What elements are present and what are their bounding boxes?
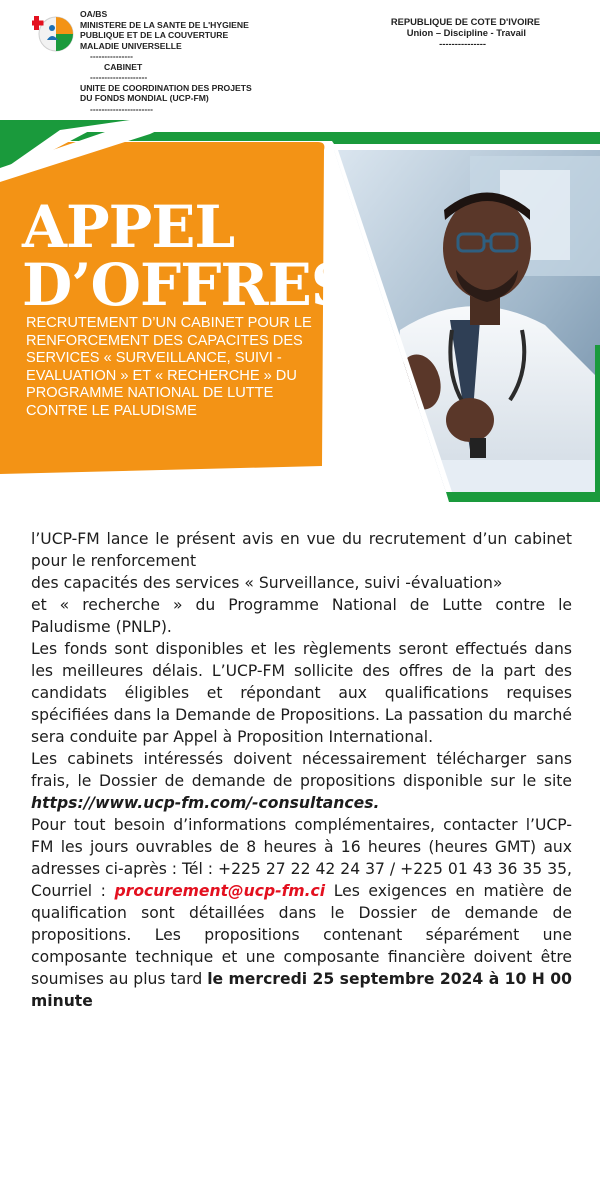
page-title (22, 193, 352, 319)
ministry-separator: --------------- (90, 51, 133, 61)
ministry-logo-icon (32, 10, 74, 54)
ministry-line: MALADIE UNIVERSELLE (80, 40, 182, 51)
ministry-line: OA/BS (80, 9, 108, 19)
ministry-separator: ---------------------- (90, 103, 153, 114)
ministry-line: DU FONDS MONDIAL (UCP-FM) (80, 93, 209, 103)
ministry-line: CABINET (104, 61, 143, 72)
subtitle: RECRUTEMENT D’UN CABINET POUR LE RENFORCEMENT DES CAPACITES DES SERVICES « SURVEILLANCE, SUIVI - EVALUATION » ET « RECHERCHE » DU PROGRAMME NATIONAL DE LUTTE CONTRE LE PALUDISME (26, 315, 312, 419)
ministry-separator: -------------------- (90, 72, 148, 82)
republic-motto: Union – Discipline - Travail (406, 27, 526, 38)
title-line: D’OFFRES (22, 251, 352, 319)
title-line: APPEL (22, 193, 235, 261)
paragraph-text: Les cabinets intéressés doivent nécessairement télécharger sans frais, le Dossier de demande de propositions disponible sur le site (31, 750, 572, 790)
republic-name: REPUBLIQUE DE COTE D'IVOIRE (390, 16, 540, 27)
republic-header (340, 16, 540, 49)
paragraph: des capacités des services « Surveillance, suivi -évaluation» (31, 574, 503, 592)
doctor-photo (320, 140, 600, 500)
paragraph-text: Les exigences en matière de qualification sont détaillées dans le Dossier de demande de propositions. Les propositions contenant séparément une composante technique et une composante financière doivent être soumises au plus tard (31, 882, 572, 988)
paragraph (31, 814, 572, 1012)
republic-separator: --------------- (439, 38, 486, 49)
paragraph-text: Pour tout besoin d’informations complémentaires, contacter l’UCP-FM les jours ouvrables de 8 heures à 16 heures (heures GMT) aux adresses ci-après : Tél : +225 27 22 42 24 37 / +225 01 43 36 35 35, Courriel : (31, 816, 572, 900)
paragraph (31, 748, 572, 814)
ministry-line: UNITE DE COORDINATION DES PROJETS (80, 82, 252, 93)
paragraph: et « recherche » du Programme National de Lutte contre le Paludisme (PNLP). (31, 596, 572, 636)
website-link[interactable]: https://www.ucp-fm.com/-consultances. (31, 794, 380, 812)
deadline: le mercredi 25 septembre 2024 à 10 H 00 minute (31, 970, 572, 1010)
ministry-line: PUBLIQUE ET DE LA COUVERTURE (80, 30, 229, 40)
footer-space (0, 1186, 600, 1200)
ministry-header (80, 9, 280, 114)
paragraph: Les fonds sont disponibles et les règlements seront effectués dans les meilleures délais. L’UCP-FM sollicite des offres de la part des candidats éligibles et répondant aux qualifications requises spécifiées dans la Demande de Propositions. La passation du marché sera conduite par Appel à Proposition International. (31, 640, 572, 746)
email-link[interactable]: procurement@ucp-fm.ci (114, 882, 326, 900)
notice-body (31, 528, 572, 1012)
ministry-line: MINISTERE DE LA SANTE DE L'HYGIENE (80, 19, 249, 30)
paragraph: l’UCP-FM lance le présent avis en vue du recrutement d’un cabinet pour le renforcement (31, 530, 572, 570)
